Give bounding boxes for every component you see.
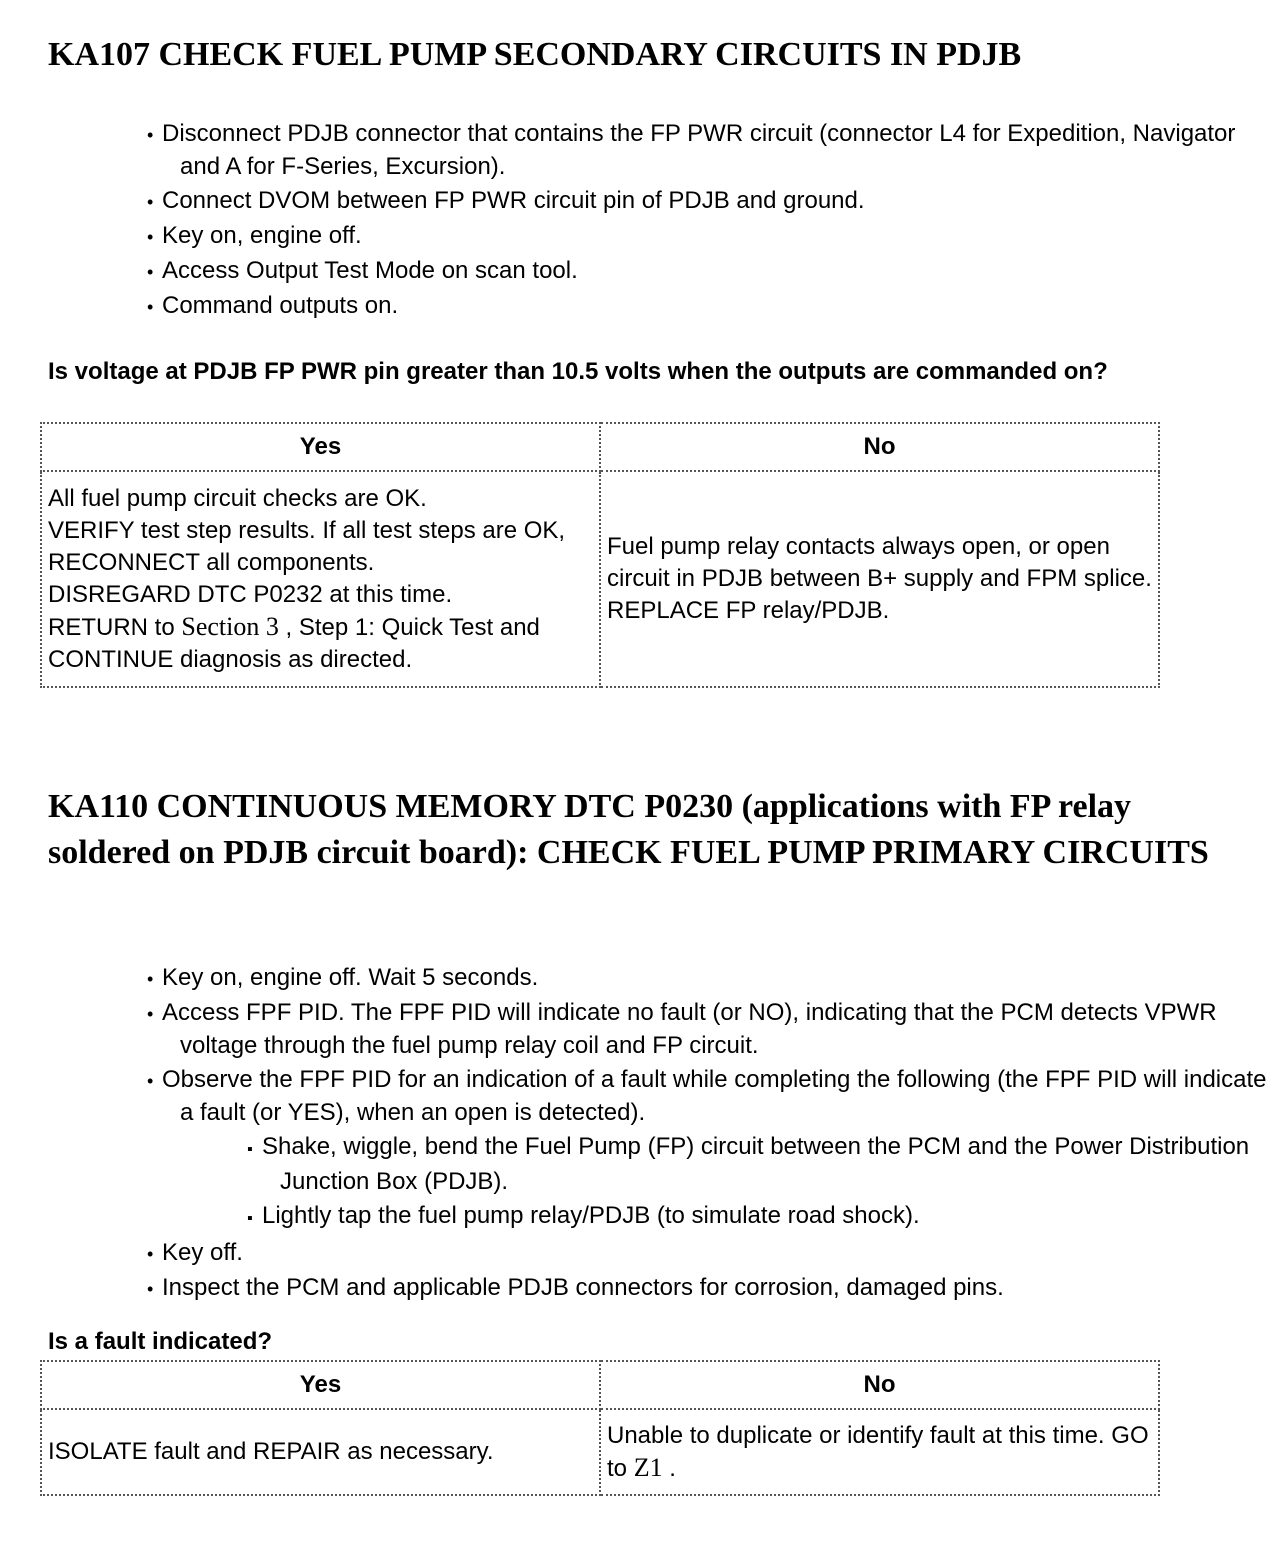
no-header: No [600,423,1159,471]
yes-line: All fuel pump circuit checks are OK. [48,484,427,512]
step-item: • Key on, engine off. Wait 5 seconds. [0,962,1280,995]
step-item: • Key on, engine off. [0,220,1280,253]
step-item: • Disconnect PDJB connector that contains the FP PWR circuit (connector L4 for Expedition, Navigator and A for F-Series, Excursion). [0,118,1280,183]
yes-header: Yes [41,1361,600,1409]
no-cell: Fuel pump relay contacts always open, or open circuit in PDJB between B+ supply and FPM splice. REPLACE FP relay/PDJB. [600,471,1159,687]
yes-line: DISREGARD DTC P0232 at this time. [48,580,453,608]
no-text: Unable to duplicate or identify fault at this time. GO to [607,1421,1149,1482]
sub-step-item: ▪ Shake, wiggle, bend the Fuel Pump (FP) circuit between the PCM and the Power Distribution Junction Box (PDJB). [0,1131,1280,1198]
step-item: • Observe the FPF PID for an indication of a fault while completing the following (the FPF PID will indicate a fault (or YES), when an open is detected). [0,1064,1280,1129]
yes-cell [41,471,600,687]
yes-line: VERIFY test step results. If all test steps are OK, RECONNECT all components. [48,516,566,576]
step-item: • Access Output Test Mode on scan tool. [0,255,1280,288]
step-item: • Key off. [0,1237,1280,1270]
step-item: • Inspect the PCM and applicable PDJB connectors for corrosion, damaged pins. [0,1272,1280,1305]
section1-decision-table [40,422,1160,688]
step-item: • Access FPF PID. The FPF PID will indicate no fault (or NO), indicating that the PCM detects VPWR voltage through the fuel pump relay coil and FP circuit. [0,997,1280,1062]
no-text-end: . [669,1454,676,1482]
yes-header: Yes [41,423,600,471]
section1-steps [0,118,1280,325]
sub-step-item: ▪ Lightly tap the fuel pump relay/PDJB (to simulate road shock). [0,1200,1280,1235]
section2-steps [0,962,1280,1307]
yes-cell: ISOLATE fault and REPAIR as necessary. [41,1409,600,1495]
section2-decision-table [40,1360,1160,1496]
section2-question: Is a fault indicated? [48,1328,273,1355]
section2-title: KA110 CONTINUOUS MEMORY DTC P0230 (applications with FP relay soldered on PDJB circuit board): CHECK FUEL PUMP PRIMARY CIRCUITS [48,788,1209,871]
section1-question: Is voltage at PDJB FP PWR pin greater than 10.5 volts when the outputs are commanded on? [48,358,1108,385]
z1-link[interactable]: Z1 [633,1452,663,1482]
section-3-link[interactable]: Section 3 [181,611,279,641]
no-header: No [600,1361,1159,1409]
yes-line: RETURN to [48,613,175,641]
no-cell [600,1409,1159,1495]
step-item: • Command outputs on. [0,290,1280,323]
step-item: • Connect DVOM between FP PWR circuit pin of PDJB and ground. [0,185,1280,218]
yes-line: , Step 1: Quick Test and CONTINUE diagnosis as directed. [48,613,540,673]
section1-title: KA107 CHECK FUEL PUMP SECONDARY CIRCUITS IN PDJB [48,36,1022,73]
